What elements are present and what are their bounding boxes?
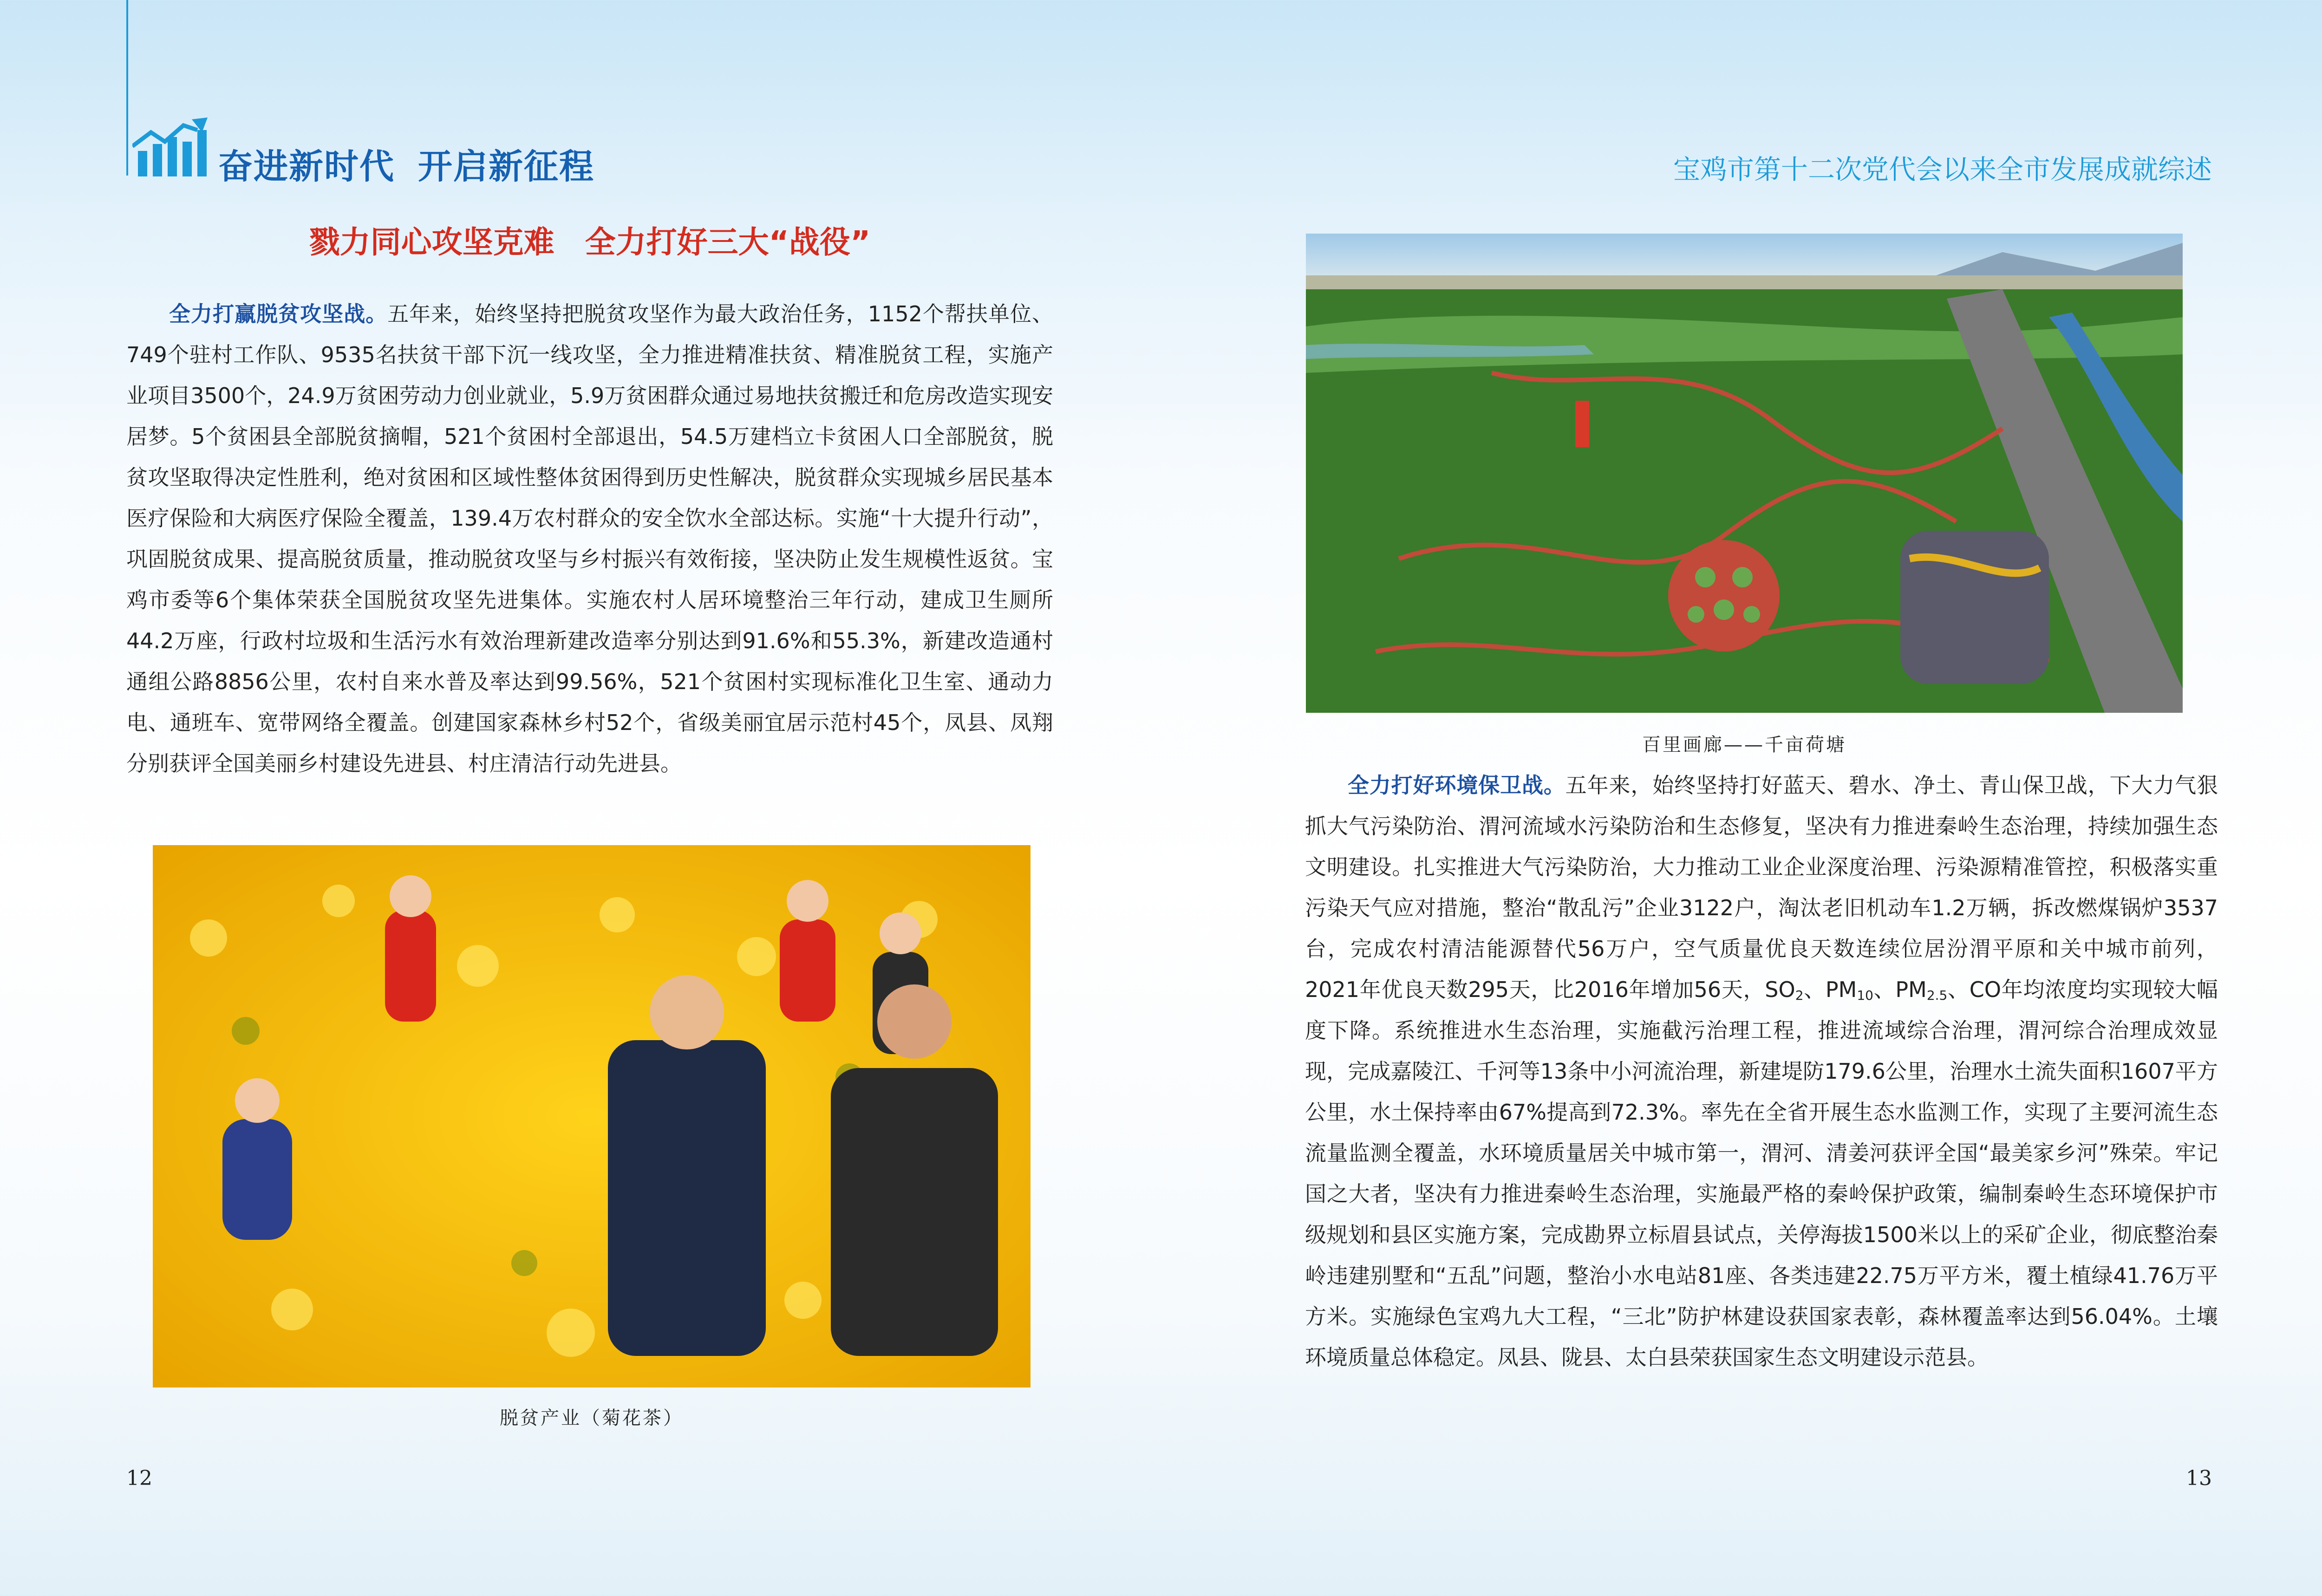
left-paragraph-body: 五年来，始终坚持把脱贫攻坚作为最大政治任务，1152个帮扶单位、749个驻村工作队、9535名扶贫干部下沉一线攻坚，全力推进精准扶贫、精准脱贫工程，实施产业项目3500个，24.9万贫困劳动力创业就业，5.9万贫困群众通过易地扶贫搬迁和危房改造实现安居梦。5个贫困县全部脱贫摘帽，521个贫困村全部退出，54.5万建档立卡贫困人口全部脱贫，脱贫攻坚取得决定性胜利，绝对贫困和区域性整体贫困得到历史性解决，脱贫群众实现城乡居民基本医疗保险和大病医疗保险全覆盖，139.4万农村群众的安全饮水全部达标。实施“十大提升行动”，巩固脱贫成果、提高脱贫质量，推动脱贫攻坚与乡村振兴有效衔接，坚决防止发生规模性返贫。宝鸡市委等6个集体荣获全国脱贫攻坚先进集体。实施农村人居环境整治三年行动，建成卫生厕所44.2万座，行政村垃圾和生活污水有效治理新建改造率分别达到91.6%和55.3%，新建改造通村通组公路8856公里，农村自来水普及率达到99.56%，521个贫困村实现标准化卫生室、通动力电、通班车、宽带网络全覆盖。创建国家森林乡村52个，省级美丽宜居示范村45个，凤县、凤翔分别获评全国美丽乡村建设先进县、村庄清洁行动先进县。 [126,301,1053,776]
lotus-pond-aerial-photo [1306,234,2183,713]
right-article-text [1305,765,2218,1378]
left-paragraph-lead: 全力打赢脱贫攻坚战。 [169,301,388,326]
pm25-label: PM [1895,977,1927,1002]
so2-label: SO [1765,977,1795,1002]
pm10-subscript: 10 [1857,988,1873,1003]
header-vertical-rule [126,0,128,176]
right-paragraph-body-2: 、CO年均浓度均实现较大幅度下降。系统推进水生态治理，实施截污治理工程，推进流域综合治理，渭河综合治理成效显现，完成嘉陵江、千河等13条中小河流治理，新建堤防179.6公里，治理水土流失面积1607平方公里，水土保持率由67%提高到72.3%。率先在全省开展生态水监测工作，实现了主要河流生态流量监测全覆盖，水环境质量居关中城市第一，渭河、清姜河获评全国“最美家乡河”殊荣。牢记国之大者，坚决有力推进秦岭生态治理，实施最严格的秦岭保护政策，编制秦岭生态环境保护市级规划和县区实施方案，完成勘界立标眉县试点，关停海拔1500米以上的采矿企业，彻底整治秦岭违建别墅和“五乱”问题，整治小水电站81座、各类违建22.75万平方米，覆土植绿41.76万平方米。实施绿色宝鸡九大工程，“三北”防护林建设获国家表彰，森林覆盖率达到56.04%。土壤环境质量总体稳定。凤县、陇县、太白县荣获国家生态文明建设示范县。 [1305,977,2218,1370]
left-article-text [126,293,1053,784]
right-paragraph-lead: 全力打好环境保卫战。 [1348,773,1565,798]
header-slogan-part2: 开启新征程 [418,147,594,187]
header-publication-title: 宝鸡市第十二次党代会以来全市发展成就综述 [1673,154,2212,185]
separator-2: 、 [1873,977,1896,1002]
section-title: 戮力同心攻坚克难 全力打好三大“战役” [309,224,871,260]
growth-chart-icon [132,114,211,179]
page-number-right: 13 [2186,1466,2212,1490]
so2-subscript: 2 [1795,988,1804,1003]
page-number-left: 12 [126,1466,152,1490]
left-photo-caption: 脱贫产业（菊花茶） [500,1407,684,1429]
right-photo-caption: 百里画廊——千亩荷塘 [1642,734,1846,756]
right-paragraph-body-1: 五年来，始终坚持打好蓝天、碧水、净土、青山保卫战，下大力气狠抓大气污染防治、渭河流域水污染防治和生态修复，坚决有力推进秦岭生态治理，持续加强生态文明建设。扎实推进大气污染防治，大力推动工业企业深度治理、污染源精准管控，积极落实重污染天气应对措施，整治“散乱污”企业3122户，淘汰老旧机动车1.2万辆，拆改燃煤锅炉3537台，完成农村清洁能源替代56万户，空气质量优良天数连续位居汾渭平原和关中城市前列，2021年优良天数295天，比2016年增加56天， [1305,773,2218,1002]
pm10-label: PM [1825,977,1857,1002]
header-slogan [218,139,594,189]
pm25-subscript: 2.5 [1926,988,1948,1003]
chrysanthemum-field-photo [153,845,1031,1388]
header-slogan-part1: 奋进新时代 [218,147,395,187]
separator-1: 、 [1803,977,1826,1002]
